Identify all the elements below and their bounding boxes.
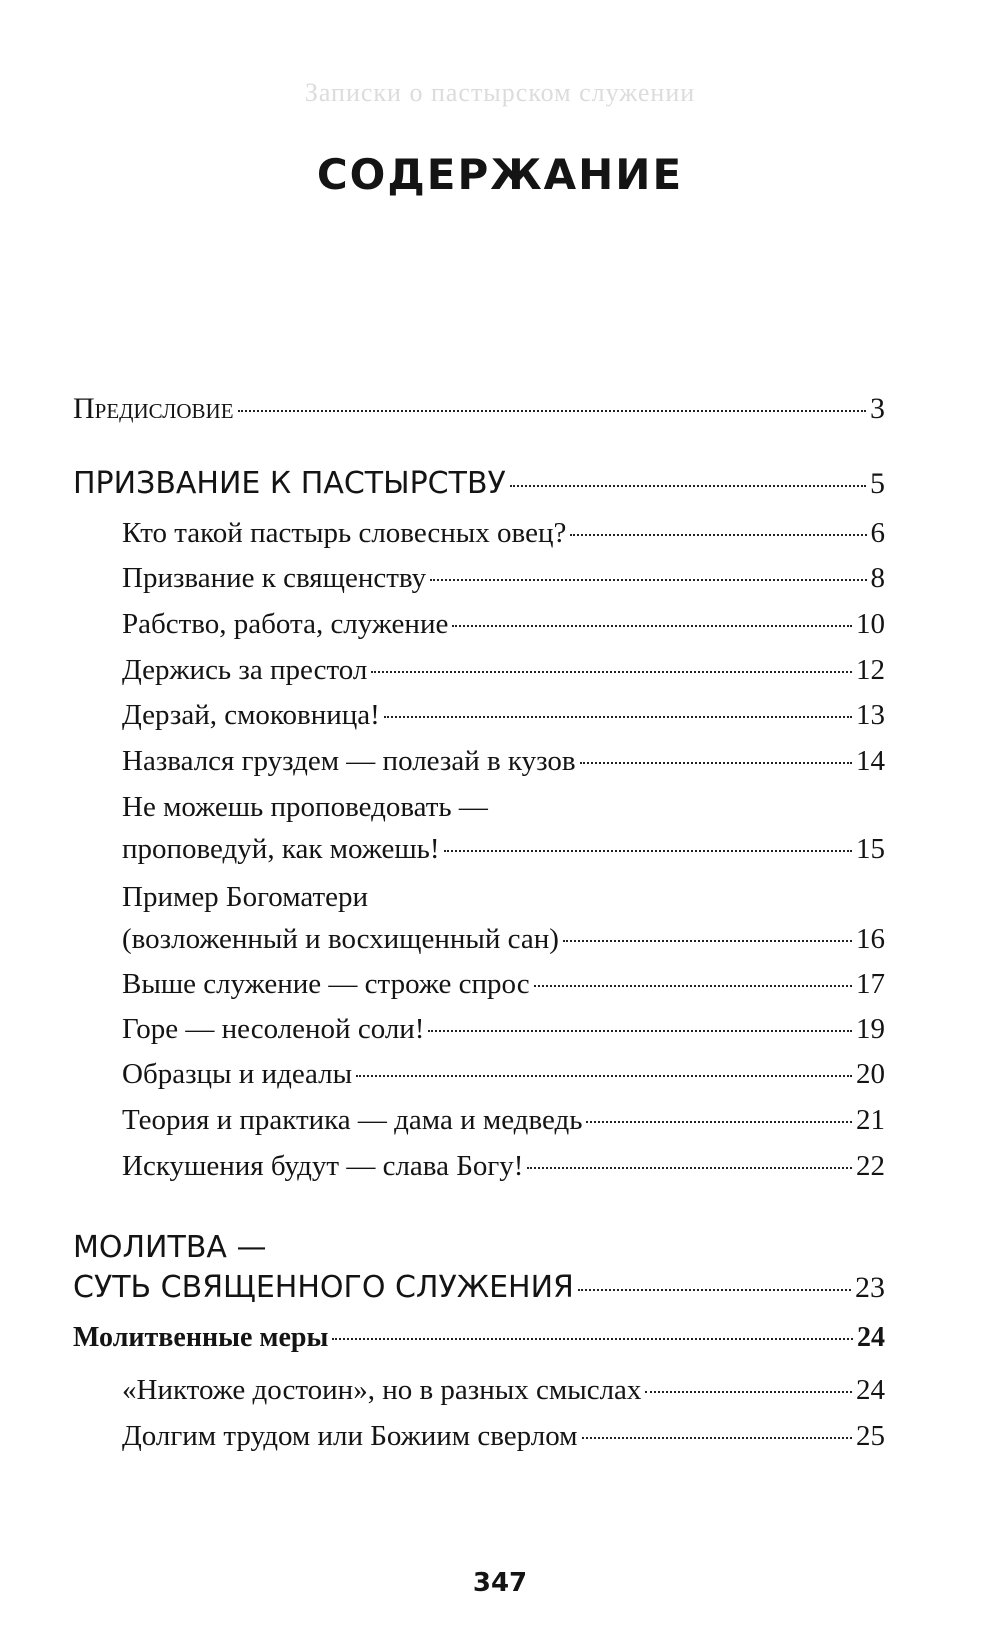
toc-entry[interactable] <box>122 562 885 595</box>
toc-page-number: 14 <box>856 745 885 777</box>
dot-leader <box>452 625 852 627</box>
toc-page-number: 10 <box>856 608 885 640</box>
dot-leader <box>580 762 852 764</box>
dot-leader <box>238 410 866 412</box>
dot-leader <box>332 1338 853 1340</box>
dot-leader <box>356 1075 852 1077</box>
toc-page-number: 6 <box>870 517 885 549</box>
dot-leader <box>586 1121 852 1123</box>
toc-entry-label: (возложенный и восхищенный сан) <box>122 923 559 955</box>
toc-entry-label: Горе — несоленой соли! <box>122 1013 425 1045</box>
dot-leader <box>645 1391 852 1393</box>
toc-page-number: 16 <box>856 923 885 955</box>
toc-entry[interactable] <box>122 1420 885 1453</box>
toc-entry-label: Рабство, работа, служение <box>122 608 449 640</box>
toc-entry-label: Теория и практика — дама и медведь <box>122 1104 583 1136</box>
toc-entry-label: ПРИЗВАНИЕ К ПАСТЫРСТВУ <box>73 466 506 501</box>
toc-entry-label: Молитвенные меры <box>73 1322 329 1353</box>
dot-leader <box>510 485 866 487</box>
toc-entry[interactable] <box>122 1013 885 1046</box>
toc-entry-preface[interactable] <box>73 392 885 426</box>
toc-entry-label: Выше служение — строже спрос <box>122 968 530 1000</box>
toc-page-number: 13 <box>856 699 885 731</box>
toc-entry[interactable] <box>122 745 885 778</box>
toc-entry[interactable] <box>122 699 885 732</box>
toc-entry-label: проповедуй, как можешь! <box>122 833 440 865</box>
toc-page-number: 25 <box>856 1420 885 1452</box>
dot-leader <box>444 850 852 852</box>
page-number: 347 <box>472 1568 528 1598</box>
toc-entry-label: Кто такой пастырь словесных овец? <box>122 517 567 549</box>
toc-page-number: 15 <box>856 833 885 865</box>
toc-entry[interactable] <box>122 1374 885 1407</box>
toc-subsection[interactable] <box>73 1322 885 1354</box>
toc-page-number: 12 <box>856 654 885 686</box>
toc-page-number: 19 <box>856 1013 885 1045</box>
dot-leader <box>430 579 866 581</box>
toc-entry[interactable] <box>122 1058 885 1091</box>
toc-part-first-line: МОЛИТВА — <box>73 1230 267 1265</box>
toc-entry[interactable] <box>122 654 885 687</box>
running-head: Записки о пастырском служении <box>304 78 696 107</box>
dot-leader <box>428 1030 852 1032</box>
toc-entry[interactable] <box>122 608 885 641</box>
toc-page-number: 5 <box>870 467 885 500</box>
toc-entry[interactable] <box>122 1150 885 1183</box>
toc-entry-label: Предисловие <box>73 392 234 425</box>
dot-leader <box>371 671 852 673</box>
dot-leader <box>534 985 852 987</box>
toc-page-number: 8 <box>870 562 885 594</box>
dot-leader <box>578 1289 851 1291</box>
toc-entry[interactable] <box>122 1104 885 1137</box>
toc-entry-label: Назвался груздем — полезай в кузов <box>122 745 576 777</box>
toc-entry-label: «Никтоже достоин», но в разных смыслах <box>122 1374 642 1406</box>
toc-entry[interactable] <box>122 968 885 1001</box>
toc-page-number: 22 <box>856 1150 885 1182</box>
dot-leader <box>384 716 852 718</box>
toc-entry[interactable] <box>122 833 885 866</box>
toc-part-prayer[interactable] <box>73 1270 885 1305</box>
toc-page-number: 17 <box>856 968 885 1000</box>
toc-entry-label: Искушения будут — слава Богу! <box>122 1150 524 1182</box>
dot-leader <box>563 940 852 942</box>
toc-entry[interactable] <box>122 923 885 956</box>
toc-page-number: 21 <box>856 1104 885 1136</box>
toc-entry-first-line: Не можешь проповедовать — <box>122 791 488 823</box>
toc-entry-label: Призвание к священству <box>122 562 427 594</box>
toc-page-number: 20 <box>856 1058 885 1090</box>
dot-leader <box>570 534 866 536</box>
dot-leader <box>527 1167 852 1169</box>
toc-page-number: 23 <box>855 1271 885 1304</box>
toc-entry-label: СУТЬ СВЯЩЕННОГО СЛУЖЕНИЯ <box>73 1270 574 1305</box>
toc-part-calling[interactable] <box>73 466 885 501</box>
page-title: СОДЕРЖАНИЕ <box>316 150 684 199</box>
toc-page-number: 24 <box>856 1374 885 1406</box>
toc-entry-label: Долгим трудом или Божиим сверлом <box>122 1420 578 1452</box>
toc-entry-label: Дерзай, смоковница! <box>122 699 380 731</box>
dot-leader <box>582 1437 852 1439</box>
toc-entry-first-line: Пример Богоматери <box>122 881 369 913</box>
toc-entry-label: Держись за престол <box>122 654 368 686</box>
toc-page-number: 24 <box>857 1322 885 1353</box>
toc-entry[interactable] <box>122 517 885 550</box>
toc-page-number: 3 <box>870 392 885 425</box>
toc-entry-label: Образцы и идеалы <box>122 1058 353 1090</box>
